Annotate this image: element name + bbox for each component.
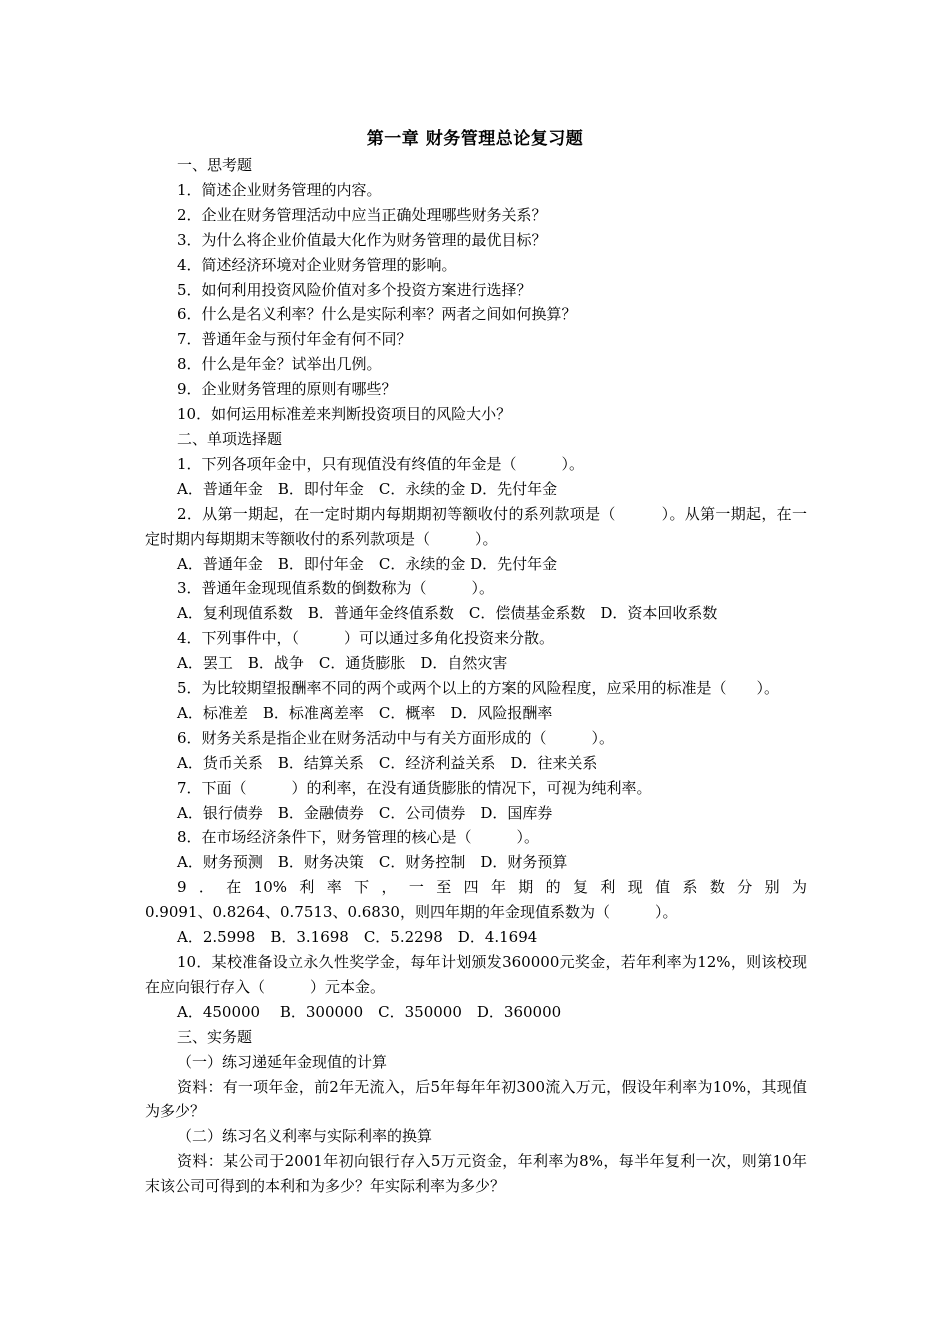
document-body (145, 153, 807, 1199)
exercise-heading: （一）练习递延年金现值的计算 (177, 1052, 388, 1071)
question: 10．某校准备设立永久性奖学金，每年计划颁发360000元奖金，若年利率为12%，则该校现在应向银行存入（ ）元本金。 (145, 953, 807, 996)
answer-options: A．银行债券 B．金融债券 C．公司债券 D．国库券 (177, 803, 553, 822)
question: 5．如何利用投资风险价值对多个投资方案进行选择？ (177, 280, 532, 299)
question-continuation: 0.9091、0.8264、0.7513、0.6830，则四年期的年金现值系数为（ ）。 (145, 903, 678, 922)
section-heading: 二、单项选择题 (177, 429, 283, 448)
question: 2．从第一期起，在一定时期内每期期初等额收付的系列款项是（ ）。从第一期起，在一定时期内每期期末等额收付的系列款项是（ ）。 (145, 504, 807, 548)
question: 1．下列各项年金中，只有现值没有终值的年金是（ ）。 (177, 454, 585, 473)
answer-options: A．财务预测 B．财务决策 C．财务控制 D．财务预算 (177, 853, 568, 872)
question: 4．简述经济环境对企业财务管理的影响。 (177, 255, 457, 274)
question: 8．什么是年金？试举出几例。 (177, 355, 382, 374)
answer-options: A．标准差 B．标准离差率 C．概率 D．风险报酬率 (177, 703, 553, 722)
page-title: 第一章 财务管理总论复习题 (366, 129, 584, 149)
question: 5．为比较期望报酬率不同的两个或两个以上的方案的风险程度，应采用的标准是（ ）。 (177, 679, 780, 698)
question: 3．为什么将企业价值最大化作为财务管理的最优目标？ (177, 230, 547, 249)
answer-options: A．罢工 B．战争 C．通货膨胀 D．自然灾害 (177, 654, 508, 673)
answer-options: A．普通年金 B．即付年金 C．永续的金 D．先付年金 (177, 479, 558, 498)
exercise-text: 资料：有一项年金，前2年无流入，后5年每年年初300流入万元，假设年利率为10%，其现值为多少？ (145, 1077, 807, 1121)
question: 9．在10%利率下，一至四年期的复利现值系数分别为 (177, 878, 807, 897)
question: 7．下面（ ）的利率，在没有通货膨胀的情况下，可视为纯利率。 (177, 778, 652, 797)
question: 10．如何运用标准差来判断投资项目的风险大小？ (177, 405, 512, 424)
question: 1．简述企业财务管理的内容。 (177, 180, 382, 199)
question: 2．企业在财务管理活动中应当正确处理哪些财务关系？ (177, 205, 547, 224)
answer-options: A．2.5998 B．3.1698 C．5.2298 D．4.1694 (177, 928, 538, 947)
question: 8．在市场经济条件下，财务管理的核心是（ ）。 (177, 828, 540, 847)
section-heading: 一、思考题 (177, 156, 253, 174)
question: 7．普通年金与预付年金有何不同？ (177, 330, 412, 349)
answer-options: A．450000 B．300000 C．350000 D．360000 (177, 1002, 562, 1021)
answer-options: A．货币关系 B．结算关系 C．经济利益关系 D．往来关系 (177, 753, 598, 772)
answer-options: A．普通年金 B．即付年金 C．永续的金 D．先付年金 (177, 554, 558, 573)
question: 9．企业财务管理的原则有哪些？ (177, 380, 397, 399)
question: 4．下列事件中，（ ）可以通过多角化投资来分散。 (177, 629, 555, 648)
question: 3．普通年金现现值系数的倒数称为（ ）。 (177, 579, 495, 598)
question: 6．什么是名义利率？什么是实际利率？两者之间如何换算？ (177, 305, 577, 324)
exercise-text: 资料：某公司于2001年初向银行存入5万元资金，年利率为8%，每半年复利一次，则第10年末该公司可得到的本利和为多少？年实际利率为多少？ (145, 1152, 807, 1196)
exercise-heading: （二）练习名义利率与实际利率的换算 (177, 1127, 433, 1146)
question: 6．财务关系是指企业在财务活动中与有关方面形成的（ ）。 (177, 728, 615, 747)
answer-options: A．复利现值系数 B．普通年金终值系数 C．偿债基金系数 D．资本回收系数 (177, 604, 718, 623)
section-heading: 三、实务题 (177, 1027, 253, 1046)
